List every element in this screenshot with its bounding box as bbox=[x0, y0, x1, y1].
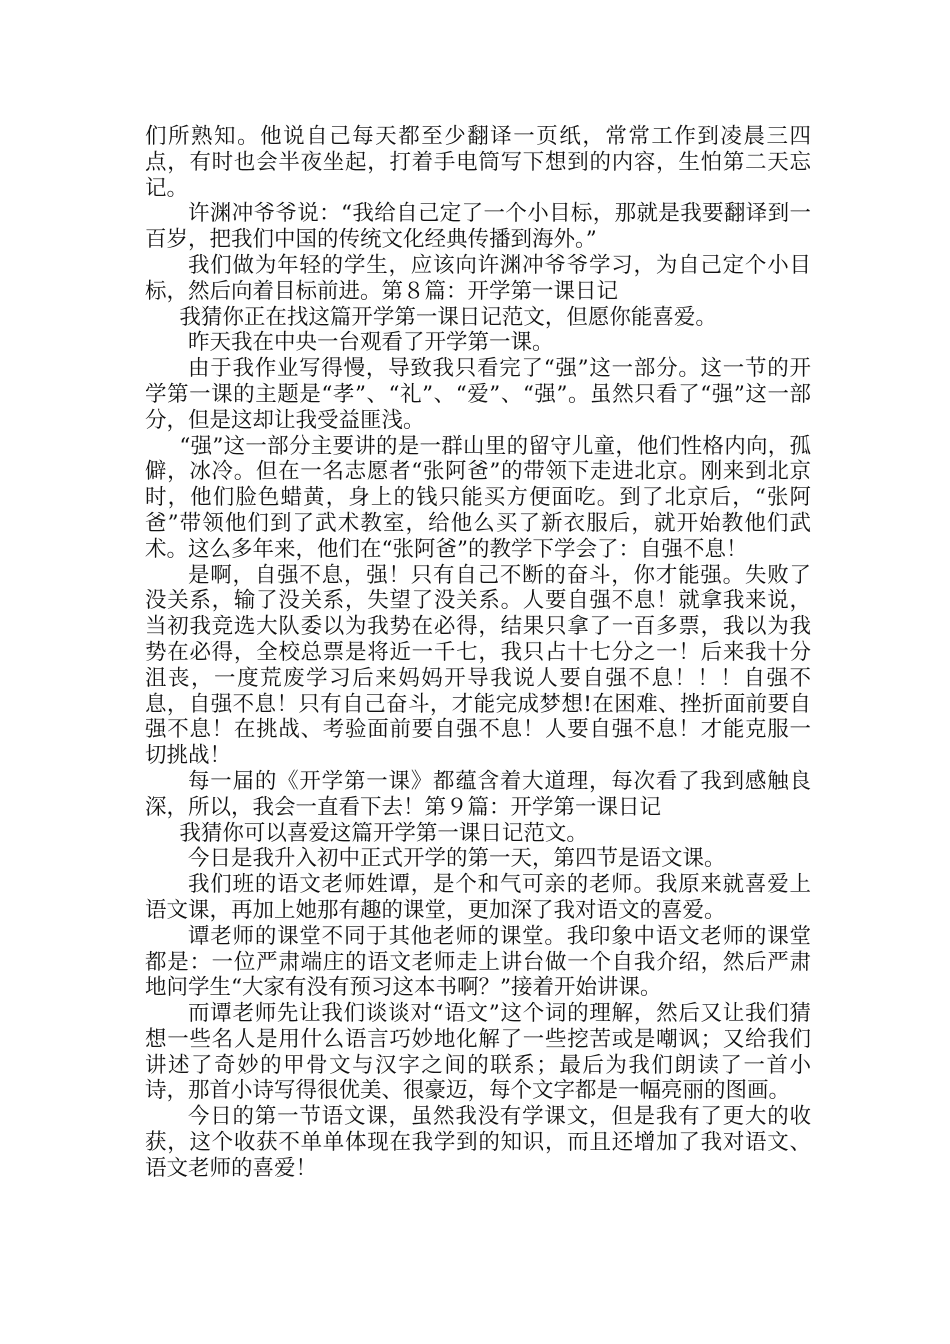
document-body bbox=[145, 124, 811, 1182]
paragraph: 是啊，自强不息，强！只有自己不断的奋斗，你才能强。失败了没关系，输了没关系，失望了没关系。人要自强不息！就拿我来说，当初我竞选大队委以为我势在必得，结果只拿了一百多票，我以为我势在必得，全校总票是将近一千七，我只占十七分之一！后来我十分沮丧，一度荒废学习后来妈妈开导我说人要自强不息！！！自强不息，自强不息！只有自己奋斗，才能完成梦想!在困难、挫折面前要自强不息！在挑战、考验面前要自强不息！人要自强不息！才能克服一切挑战！ bbox=[145, 562, 811, 769]
paragraph: 我猜你可以喜爱这篇开学第一课日记范文。 bbox=[179, 820, 588, 846]
paragraph: 每一届的《开学第一课》都蕴含着大道理，每次看了我到感触良深，所以，我会一直看下去！第９篇：开学第一课日记 bbox=[145, 768, 811, 820]
paragraph: 而谭老师先让我们谈谈对“语文”这个词的理解，然后又让我们猜想一些名人是用什么语言巧妙地化解了一些挖苦或是嘲讽；又给我们讲述了奇妙的甲骨文与汉字之间的联系；最后为我们朗读了一首小诗，那首小诗写得很优美、很豪迈，每个文字都是一幅亮丽的图画。 bbox=[145, 1001, 811, 1104]
paragraph: 们所熟知。他说自己每天都至少翻译一页纸，常常工作到凌晨三四点，有时也会半夜坐起，打着手电筒写下想到的内容，生怕第二天忘记。 bbox=[145, 124, 811, 201]
paragraph: 今日是我升入初中正式开学的第一天，第四节是语文课。 bbox=[188, 846, 726, 872]
paragraph: 我猜你正在找这篇开学第一课日记范文，但愿你能喜爱。 bbox=[179, 304, 717, 330]
paragraph: 由于我作业写得慢，导致我只看完了“强”这一部分。这一节的开学第一课的主题是“孝”、“礼”、“爱”、“强”。虽然只看了“强”这一部分，但是这却让我受益匪浅。 bbox=[145, 356, 811, 433]
paragraph: 我们班的语文老师姓谭，是个和气可亲的老师。我原来就喜爱上语文课，再加上她那有趣的课堂，更加深了我对语文的喜爱。 bbox=[145, 872, 811, 923]
paragraph: 今日的第一节语文课，虽然我没有学课文，但是我有了更大的收获，这个收获不单单体现在我学到的知识，而且还增加了我对语文、语文老师的喜爱！ bbox=[145, 1104, 811, 1181]
paragraph: 昨天我在中央一台观看了开学第一课。 bbox=[188, 330, 554, 356]
paragraph: “强”这一部分主要讲的是一群山里的留守儿童，他们性格内向，孤僻，冰冷。但在一名志愿者“张阿爸”的带领下走进北京。刚来到北京时，他们脸色蜡黄，身上的钱只能买方便面吃。到了北京后，“张阿爸”带领他们到了武术教室，给他么买了新衣服后，就开始教他们武术。这么多年来，他们在“张阿爸”的教学下学会了：自强不息！ bbox=[145, 433, 811, 562]
paragraph: 许渊冲爷爷说：“我给自己定了一个小目标，那就是我要翻译到一百岁，把我们中国的传统文化经典传播到海外。” bbox=[145, 201, 811, 253]
paragraph: 我们做为年轻的学生，应该向许渊冲爷爷学习，为自己定个小目标，然后向着目标前进。第８篇：开学第一课日记 bbox=[145, 252, 811, 304]
paragraph: 谭老师的课堂不同于其他老师的课堂。我印象中语文老师的课堂都是：一位严肃端庄的语文老师走上讲台做一个自我介绍，然后严肃地问学生“大家有没有预习这本书啊？”接着开始讲课。 bbox=[145, 923, 811, 1001]
